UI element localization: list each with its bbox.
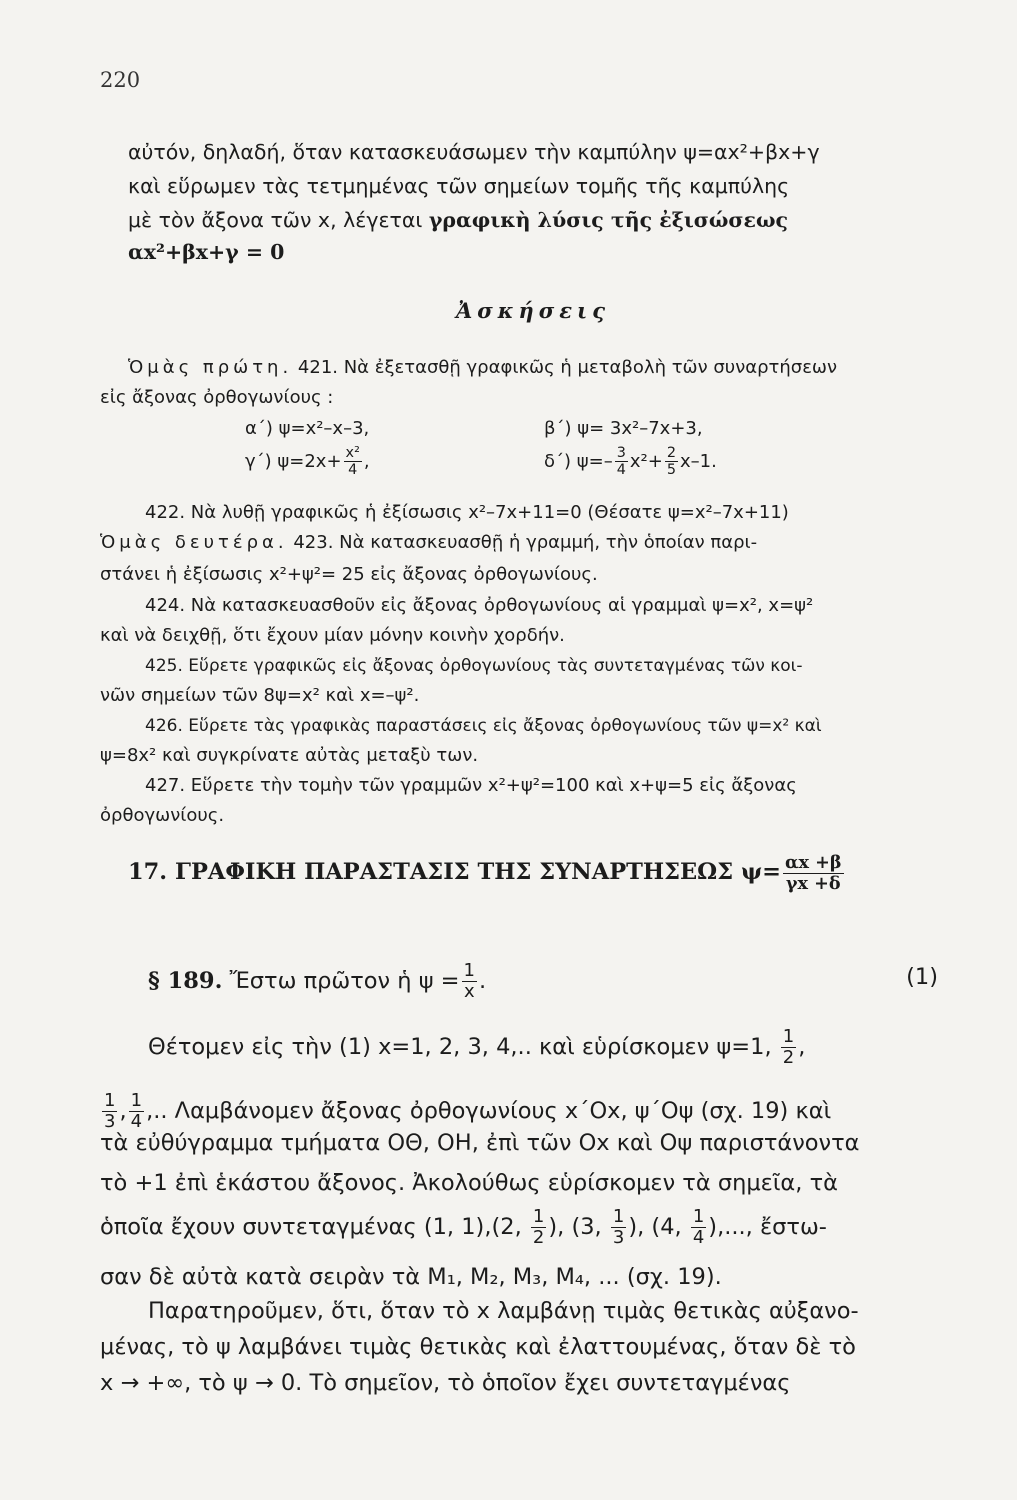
body-line-9: μένας, τὸ ψ λαμβάνει τιμὰς θετικὰς καὶ ἐλαττουμένας, ὅταν δὲ τὸ — [100, 1334, 856, 1360]
section-fraction: $\frac{\alpha x +\beta}{\gamma x +\delta}$ — [784, 852, 842, 894]
intro-line-1: αὐτόν, δηλαδή, ὅταν κατασκευάσωμεν τὴν καμπύλην ψ=αx²+βx+γ — [128, 140, 820, 164]
fraction: $\frac{1}{2}$ — [782, 1026, 795, 1068]
exercise-422: 422. Νὰ λυθῇ γραφικῶς ἡ ἐξίσωσις x²–7x+11=0 (Θέσατε ψ=x²–7x+11) — [145, 502, 789, 523]
function-d: δ΄) ψ=– $\frac{3}{4}$ x²+ $\frac{2}{5}$ x–1. — [544, 445, 717, 479]
exercise-423-cont: στάνει ἡ ἐξίσωσις x²+ψ²= 25 εἰς ἄξονας ὀρθογωνίους. — [100, 564, 598, 585]
page-number: 220 — [100, 68, 141, 92]
exercise-425-cont: νῶν σημείων τῶν 8ψ=x² καὶ x=–ψ². — [100, 685, 420, 706]
intro-line-3 — [128, 205, 938, 235]
point-4: (4, $\frac{1}{4}$ ) — [651, 1206, 718, 1248]
fraction: $\frac{1}{x}$ — [463, 960, 475, 1002]
body-line-10: x → +∞, τὸ ψ → 0. Τὸ σημεῖον, τὸ ὁποῖον ἔχει συντεταγμένας — [100, 1370, 791, 1396]
section-heading — [128, 854, 938, 892]
exercise-427-cont: ὀρθογωνίους. — [100, 805, 225, 826]
exercise-425: 425. Εὕρετε γραφικῶς εἰς ἄξονας ὀρθογωνίους τὰς συντεταγμένας τῶν κοι- — [145, 656, 803, 676]
intro-line-2: καὶ εὕρωμεν τὰς τετμημένας τῶν σημείων τομῆς τῆς καμπύλης — [128, 174, 790, 198]
body-line-6: ὁποῖα ἔχουν συντεταγμένας (1, 1),(2, $\frac{1}{2}$ ), (3, $\frac{1}{3}$ ), (4, $\frac{1}{4}$ ),..., ἔστω- — [100, 1206, 827, 1248]
body-line-2: Θέτομεν εἰς τὴν (1) x=1, 2, 3, 4,.. καὶ εὑρίσκομεν ψ=1, $\frac{1}{2}$ , — [148, 1026, 806, 1068]
exercise-426-cont: ψ=8x² καὶ συγκρίνατε αὐτὰς μεταξὺ των. — [100, 745, 479, 766]
body-line-7: σαν δὲ αὐτὰ κατὰ σειρὰν τὰ M₁, M₂, M₃, M₄, ... (σχ. 19). — [100, 1264, 722, 1290]
body-line-3: $\frac{1}{3}$ , $\frac{1}{4}$ ,.. Λαμβάνομεν ἄξονας ὀρθογωνίους x΄Οx, ψ΄Οψ (σχ. 19) καὶ — [104, 1090, 832, 1132]
point-2: (2, $\frac{1}{2}$ ) — [491, 1206, 558, 1248]
body-line-8: Παρατηροῦμεν, ὅτι, ὅταν τὸ x λαμβάνῃ τιμὰς θετικὰς αὐξανο- — [148, 1298, 859, 1324]
body-line-4: τὰ εὐθύγραμμα τμήματα ΟΘ, ΟΗ, ἐπὶ τῶν Οx καὶ Οψ παριστάνοντα — [100, 1130, 860, 1156]
quadratic-equation: αx²+βx+γ = 0 — [128, 240, 285, 264]
function-c: γ΄) ψ=2x+ $\frac{\text{x²}}{4}$ , — [245, 445, 370, 479]
fraction: $\frac{1}{4}$ — [130, 1090, 143, 1132]
exercise-424: 424. Νὰ κατασκευασθοῦν εἰς ἄξονας ὀρθογωνίους αἱ γραμμαὶ ψ=x², x=ψ² — [145, 595, 814, 616]
exercise-423 — [100, 528, 938, 558]
exercise-424-cont: καὶ νὰ δειχθῇ, ὅτι ἔχουν μίαν μόνην κοινὴν χορδήν. — [100, 625, 565, 646]
exercise-426: 426. Εὕρετε τὰς γραφικὰς παραστάσεις εἰς ἄξονας ὀρθογωνίους τῶν ψ=x² καὶ — [145, 716, 822, 736]
exercise-421-cont: εἰς ἄξονας ὀρθογωνίους : — [100, 387, 334, 408]
intro-line-3-bold: γραφικὴ λύσις τῆς ἐξισώσεως — [428, 208, 788, 232]
equation-number: (1) — [906, 964, 938, 990]
function-b: β΄) ψ= 3x²–7x+3, — [544, 418, 703, 439]
exercise-421 — [128, 353, 938, 383]
exercises-heading: Ἀσκήσεις — [456, 298, 610, 323]
exercise-421-text: 421. Νὰ ἐξετασθῇ γραφικῶς ἡ μεταβολὴ τῶν συναρτήσεων — [297, 357, 838, 378]
exercise-423-text: 423. Νὰ κατασκευασθῇ ἡ γραμμή, τὴν ὁποίαν παρι- — [293, 532, 758, 553]
fraction: $\frac{2}{5}$ — [666, 445, 676, 479]
fraction: $\frac{\text{x²}}{4}$ — [345, 445, 360, 479]
fraction: $\frac{3}{4}$ — [616, 445, 626, 479]
fraction: $\frac{1}{3}$ — [104, 1090, 116, 1132]
body-line-5: τὸ +1 ἐπὶ ἑκάστου ἄξονος. Ἀκολούθως εὑρίσκομεν τὰ σημεῖα, τὰ — [100, 1170, 838, 1196]
group-1-label: Ὁμὰς πρώτη. — [128, 357, 293, 378]
paragraph-189: § 189. Ἔστω πρῶτον ἡ ψ = $\frac{1}{x}$ . (1) — [148, 960, 938, 1002]
group-2-label: Ὁμὰς δευτέρα. — [100, 532, 288, 553]
intro-line-3-text: μὲ τὸν ἄξονα τῶν x, λέγεται — [128, 208, 423, 232]
section-title: 17. ΓΡΑΦΙΚΗ ΠΑΡΑΣΤΑΣΙΣ ΤΗΣ ΣΥΝΑΡΤΗΣΕΩΣ ψ= — [128, 859, 781, 886]
function-a: α΄) ψ=x²–x–3, — [245, 418, 370, 439]
point-3: (3, $\frac{1}{3}$ ) — [571, 1206, 638, 1248]
exercise-427: 427. Εὕρετε τὴν τομὴν τῶν γραμμῶν x²+ψ²=100 καὶ x+ψ=5 εἰς ἄξονας — [145, 775, 797, 796]
paragraph-number: § 189. — [148, 968, 223, 994]
intro-equation — [128, 237, 938, 267]
